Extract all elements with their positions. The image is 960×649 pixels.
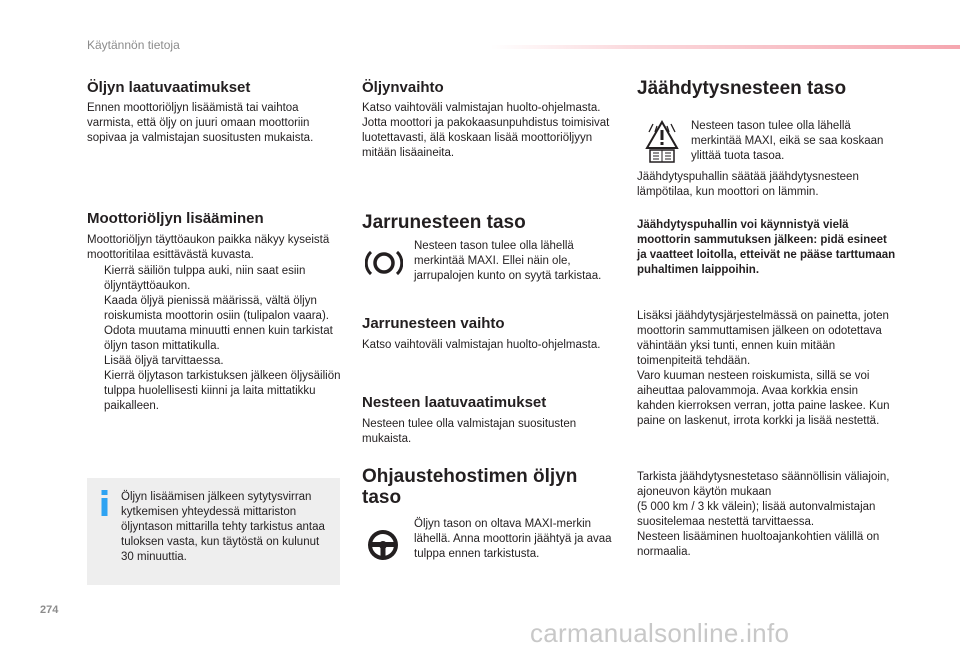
brake-change-text: Katso vaihtoväli valmistajan huolto-ohjelmasta. [362,339,601,351]
steering-oil-heading: Ohjaustehostimen öljyn taso [362,466,578,508]
coolant-fan-warning: Jäähdytyspuhallin voi käynnistyä vielä moottorin sammutuksen jälkeen: pidä esineet ja vaatteet loitolla, etteivät ne pääse tarttumaan puhaltimen laippoihin. [637,219,896,276]
list-item: Kierrä öljytason tarkistuksen jälkeen öljysäiliön tulppa huolellisesti kiinni ja laita mittatikku paikalleen. [104,370,341,412]
fluid-quality-heading: Nesteen laatuvaatimukset [362,394,547,411]
brake-change-heading: Jarrunesteen vaihto [362,315,505,332]
coolant-heading: Jäähdytysnesteen taso [637,78,847,99]
steering-oil-text: Öljyn tason on oltava MAXI-merkin lähellä. Anna moottorin jäähtyä ja avaa tulppa ennen tarkistusta. [414,518,612,560]
list-item: Kierrä säiliön tulppa auki, niin saat esiin öljyntäyttöaukon. [104,265,306,292]
coolant-level-text: Nesteen tason tulee olla lähellä merkintää MAXI, eikä se saa koskaan ylittää tuota tasoa. [691,120,884,162]
list-item: Lisää öljyä tarvittaessa. [104,355,224,367]
oil-add-steps [87,264,342,414]
section-label: Käytännön tietoja [87,38,180,52]
coolant-check-text: Tarkista jäähdytysnestetaso säännöllisin väliajoin, ajoneuvon käytön mukaan (5 000 km / 3 kk välein); lisää autonvalmistajan suositelemaa nestettä tarvittaessa. Nesteen lisääminen huoltoajankohtien välillä on normaalia. [637,471,890,558]
oil-quality-text: Ennen moottoriöljyn lisäämistä tai vaihtoa varmista, että öljy on juuri omaan moottoriin sopivaa ja valmistajan suositusten mukaista. [87,102,314,144]
watermark: carmanualsonline.info [530,618,790,648]
brake-fluid-icon [365,248,403,278]
oil-change-heading: Öljynvaihto [362,79,444,96]
oil-add-text: Moottoriöljyn täyttöaukon paikka näkyy kyseistä moottoritilaa esittävästä kuvasta. [87,234,330,261]
fluid-quality-text: Nesteen tulee olla valmistajan suositusten mukaista. [362,418,577,445]
coolant-fan-text: Jäähdytyspuhallin säätää jäähdytysnesteen lämpötilaa, kun moottori on lämmin. [637,171,859,198]
oil-add-heading: Moottoriöljyn lisääminen [87,210,264,227]
oil-change-text: Katso vaihtoväli valmistajan huolto-ohjelmasta. Jotta moottori ja pakokaasunpuhdistus toimisivat luotettavasti, älä koskaan lisää moottoriöljyyn mitään lisäaineita. [362,102,610,159]
list-item: Odota muutama minuutti ennen kuin tarkistat öljyn tason mittatikulla. [104,325,333,352]
page-number: 274 [40,604,59,616]
steering-wheel-icon [366,528,400,562]
coolant-warning-icon [645,120,679,164]
header-accent-bar [490,45,960,49]
oil-quality-heading: Öljyn laatuvaatimukset [87,79,251,96]
info-text: Öljyn lisäämisen jälkeen sytytysvirran kytkemisen yhteydessä mittariston öljyntason mittarilla tehty tarkistus antaa tuloksen vasta, kun täytöstä on kulunut 30 minuuttia. [121,491,325,563]
brake-level-text: Nesteen tason tulee olla lähellä merkintää MAXI. Ellei näin ole, jarrupalojen kunto on syytä tarkistaa. [414,240,602,282]
info-icon [100,490,109,516]
coolant-pressure-text: Lisäksi jäähdytysjärjestelmässä on painetta, joten moottorin sammuttamisen jälkeen on odotettava vähintään yksi tunti, ennen kuin mitään toimenpiteitä tehdään. Varo kuuman nesteen roiskumista, sillä se voi aiheuttaa palovammoja. Avaa korkkia ensin kahden kierroksen verran, jotta paine laskee. Kun paine on laskenut, irrota korkki ja lisää nestettä. [637,310,890,427]
list-item: Kaada öljyä pienissä määrissä, vältä öljyn roiskumista moottorin osiin (tulipalon vaara). [104,295,329,322]
brake-level-heading: Jarrunesteen taso [362,212,526,233]
